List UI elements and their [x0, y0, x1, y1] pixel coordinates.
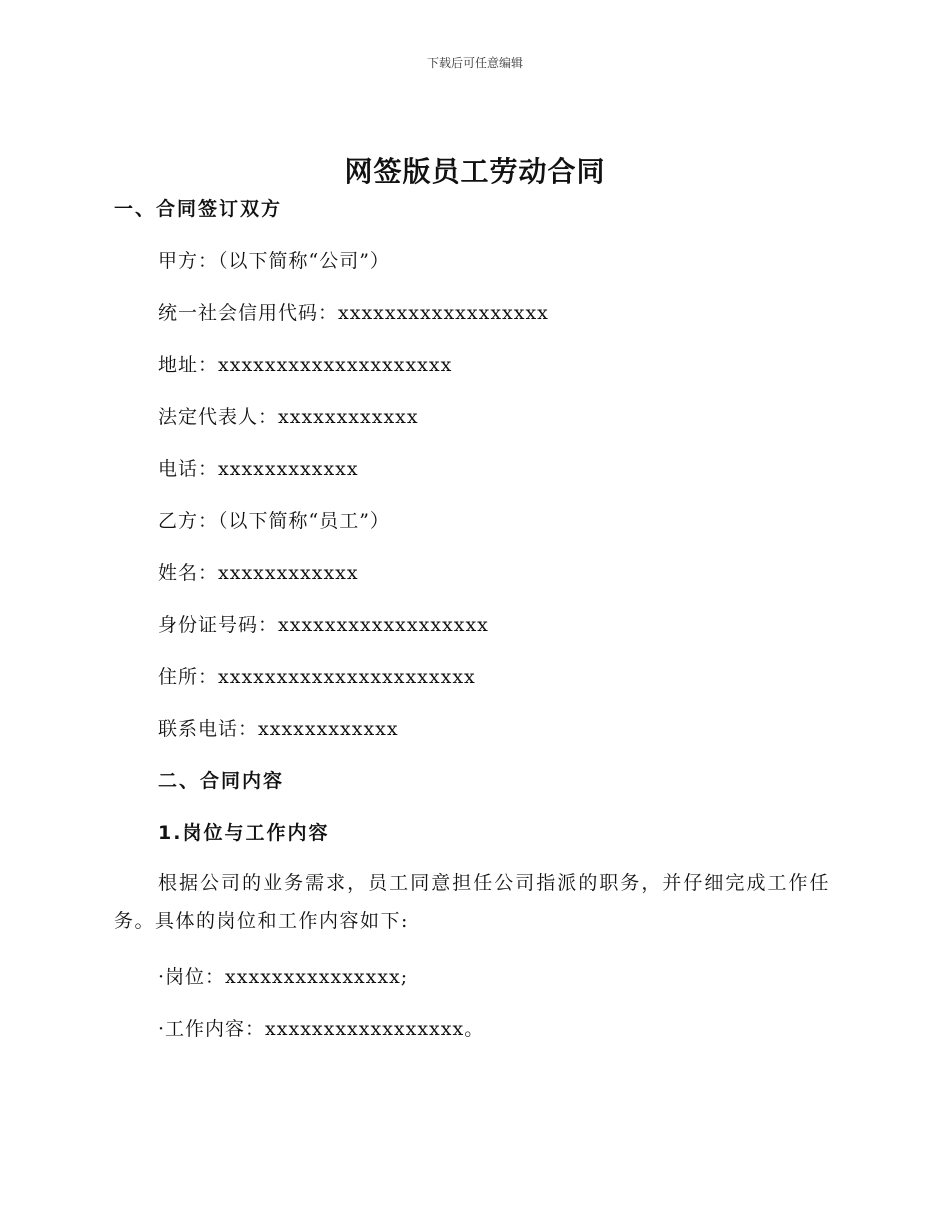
credit-code-line — [114, 300, 549, 327]
address-value: xxxxxxxxxxxxxxxxxxxx — [218, 354, 453, 376]
residence-label: 住所： — [158, 666, 219, 688]
bullet-position-line — [114, 964, 408, 991]
bullet-duties-line — [114, 1016, 484, 1043]
subsection-heading-position: 1.岗位与工作内容 — [158, 822, 330, 844]
party-a-line: 甲方：（以下简称“公司”） — [158, 250, 390, 272]
id-number-value: xxxxxxxxxxxxxxxxxx — [278, 614, 489, 636]
id-number-line — [114, 612, 489, 639]
section-heading-content: 二、合同内容 — [158, 770, 285, 792]
credit-code-label: 统一社会信用代码： — [158, 302, 339, 324]
phone-line — [114, 456, 359, 483]
contact-phone-value: xxxxxxxxxxxx — [258, 718, 399, 740]
name-label: 姓名： — [158, 562, 219, 584]
id-number-label: 身份证号码： — [158, 614, 279, 636]
phone-value: xxxxxxxxxxxx — [218, 458, 359, 480]
contact-phone-line — [114, 716, 399, 743]
contract-title: 网签版员工劳动合同 — [344, 155, 606, 188]
legal-rep-value: xxxxxxxxxxxx — [278, 406, 419, 428]
residence-value: xxxxxxxxxxxxxxxxxxxxxx — [218, 666, 476, 688]
bullet-position-label: ·岗位： — [158, 966, 226, 988]
contact-phone-label: 联系电话： — [158, 718, 259, 740]
party-b-line: 乙方：（以下简称“员工”） — [158, 510, 390, 532]
legal-rep-label: 法定代表人： — [158, 406, 279, 428]
section-heading-parties: 一、合同签订双方 — [114, 198, 283, 220]
address-line — [114, 352, 452, 379]
phone-label: 电话： — [158, 458, 219, 480]
legal-rep-line — [114, 404, 419, 431]
position-paragraph: 根据公司的业务需求，员工同意担任公司指派的职务，并仔细完成工作任务。具体的岗位和工作内容如下: — [114, 872, 830, 932]
header-note: 下载后可任意编辑 — [426, 56, 523, 70]
residence-line — [114, 664, 476, 691]
bullet-position-value: xxxxxxxxxxxxxxx; — [225, 966, 409, 988]
bullet-duties-value: xxxxxxxxxxxxxxxxx。 — [265, 1018, 485, 1040]
name-line — [114, 560, 359, 587]
bullet-duties-label: ·工作内容： — [158, 1018, 266, 1040]
address-label: 地址： — [158, 354, 219, 376]
credit-code-value: xxxxxxxxxxxxxxxxxx — [338, 302, 549, 324]
name-value: xxxxxxxxxxxx — [218, 562, 359, 584]
